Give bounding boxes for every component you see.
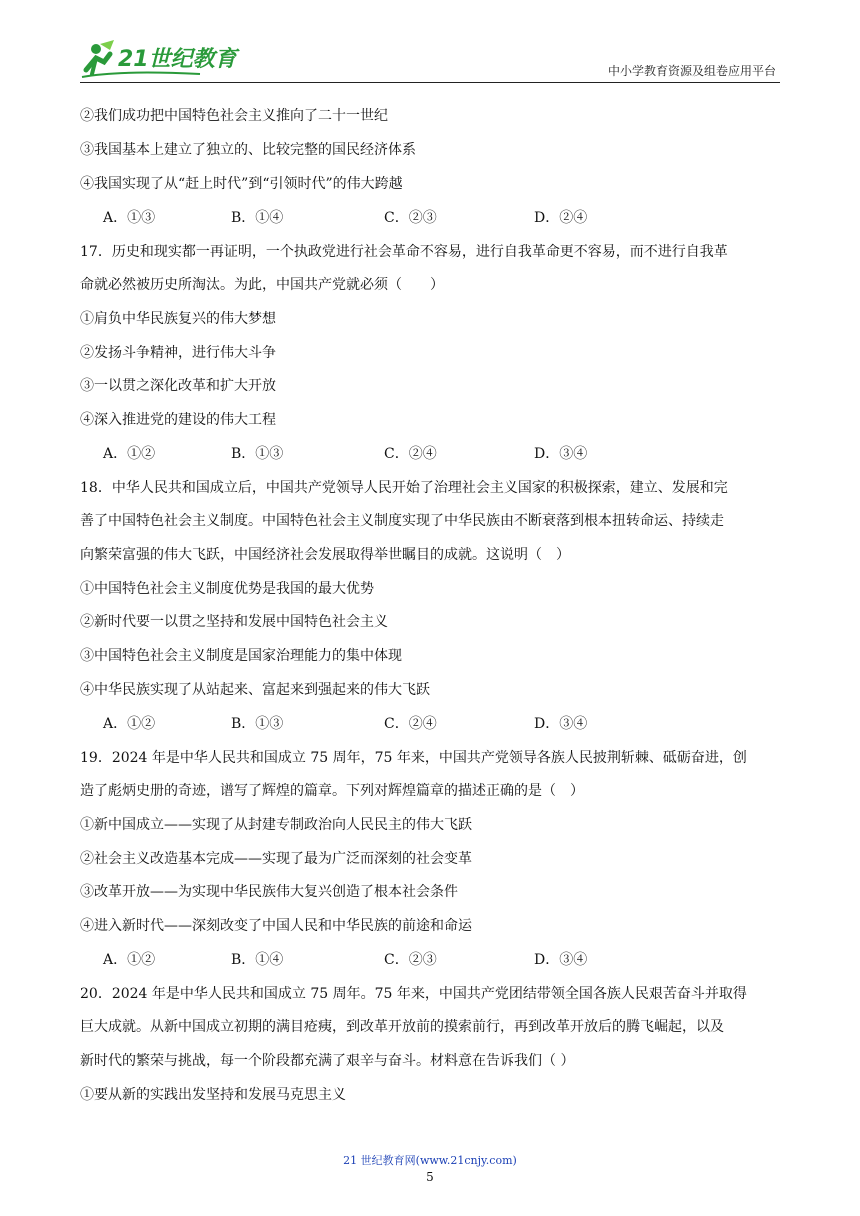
option-d[interactable]: D．③④ (534, 446, 588, 462)
q19-item-3: ③改革开放——为实现中华民族伟大复兴创造了根本社会条件 (80, 884, 458, 900)
option-b[interactable]: B．①③ (231, 716, 284, 732)
page-number: 5 (426, 1170, 434, 1184)
q19-item-4: ④进入新时代——深刻改变了中国人民和中华民族的前途和命运 (80, 918, 472, 934)
q18-item-2: ②新时代要一以贯之坚持和发展中国特色社会主义 (80, 614, 388, 630)
option-a[interactable]: A．①② (103, 446, 156, 462)
statement-3: ③我国基本上建立了独立的、比较完整的国民经济体系 (80, 142, 416, 158)
option-c[interactable]: C．②④ (384, 716, 437, 732)
statement-2: ②我们成功把中国特色社会主义推向了二十一世纪 (80, 108, 388, 124)
logo-text: 21世纪教育 (118, 47, 237, 72)
option-a[interactable]: A．①② (103, 716, 156, 732)
q20-item-1: ①要从新的实践出发坚持和发展马克思主义 (80, 1087, 346, 1103)
q18-stem-line3: 向繁荣富强的伟大飞跃，中国经济社会发展取得举世瞩目的成就。这说明（ ） (80, 547, 570, 563)
q17-stem-line1: 17．历史和现实都一再证明，一个执政党进行社会革命不容易，进行自我革命更不容易，而不进行自我革 (80, 244, 728, 260)
option-c[interactable]: C．②④ (384, 446, 437, 462)
q18-stem-line1: 18．中华人民共和国成立后，中国共产党领导人民开始了治理社会主义国家的积极探索，建立、发展和完 (80, 480, 728, 496)
option-d[interactable]: D．③④ (534, 952, 588, 968)
q17-item-4: ④深入推进党的建设的伟大工程 (80, 412, 276, 428)
q19-item-1: ①新中国成立——实现了从封建专制政治向人民民主的伟大飞跃 (80, 817, 472, 833)
q19-stem-line1: 19．2024 年是中华人民共和国成立 75 周年，75 年来，中国共产党领导各族人民披荆斩棘、砥砺奋进，创 (80, 750, 747, 766)
q16-options (103, 208, 703, 228)
q19-stem-line2: 造了彪炳史册的奇迹，谱写了辉煌的篇章。下列对辉煌篇章的描述正确的是（ ） (80, 783, 584, 799)
q17-item-1: ①肩负中华民族复兴的伟大梦想 (80, 311, 276, 327)
platform-label: 中小学教育资源及组卷应用平台 (607, 64, 776, 78)
q17-item-2: ②发扬斗争精神，进行伟大斗争 (80, 345, 276, 361)
q20-stem-line1: 20．2024 年是中华人民共和国成立 75 周年。75 年来，中国共产党团结带领全国各族人民艰苦奋斗并取得 (80, 986, 747, 1002)
page-header (80, 40, 780, 83)
option-b[interactable]: B．①③ (231, 446, 284, 462)
q19-options (103, 950, 703, 970)
option-d[interactable]: D．③④ (534, 716, 588, 732)
option-b[interactable]: B．①④ (231, 210, 284, 226)
option-d[interactable]: D．②④ (534, 210, 588, 226)
q17-options (103, 444, 703, 464)
q19-item-2: ②社会主义改造基本完成——实现了最为广泛而深刻的社会变革 (80, 851, 472, 867)
q20-stem-line3: 新时代的繁荣与挑战，每一个阶段都充满了艰辛与奋斗。材料意在告诉我们（ ） (80, 1053, 575, 1069)
option-a[interactable]: A．①② (103, 952, 156, 968)
q17-stem-line2: 命就必然被历史所淘汰。为此，中国共产党就必须（ ） (80, 277, 444, 293)
q17-item-3: ③一以贯之深化改革和扩大开放 (80, 378, 276, 394)
option-c[interactable]: C．②③ (384, 210, 437, 226)
footer-site-link[interactable]: 21 世纪教育网(www.21cnjy.com) (343, 1154, 517, 1167)
q18-item-1: ①中国特色社会主义制度优势是我国的最大优势 (80, 581, 374, 597)
runner-logo-icon (80, 40, 260, 80)
statement-4: ④我国实现了从“赶上时代”到“引领时代”的伟大跨越 (80, 176, 403, 192)
q18-item-3: ③中国特色社会主义制度是国家治理能力的集中体现 (80, 648, 402, 664)
q18-options (103, 714, 703, 734)
option-c[interactable]: C．②③ (384, 952, 437, 968)
q18-stem-line2: 善了中国特色社会主义制度。中国特色社会主义制度实现了中华民族由不断衰落到根本扭转命运、持续走 (80, 513, 724, 529)
option-b[interactable]: B．①④ (231, 952, 284, 968)
site-logo[interactable] (80, 40, 260, 80)
option-a[interactable]: A．①③ (103, 210, 156, 226)
q18-item-4: ④中华民族实现了从站起来、富起来到强起来的伟大飞跃 (80, 682, 430, 698)
q20-stem-line2: 巨大成就。从新中国成立初期的满目疮痍，到改革开放前的摸索前行，再到改革开放后的腾飞崛起，以及 (80, 1019, 724, 1035)
